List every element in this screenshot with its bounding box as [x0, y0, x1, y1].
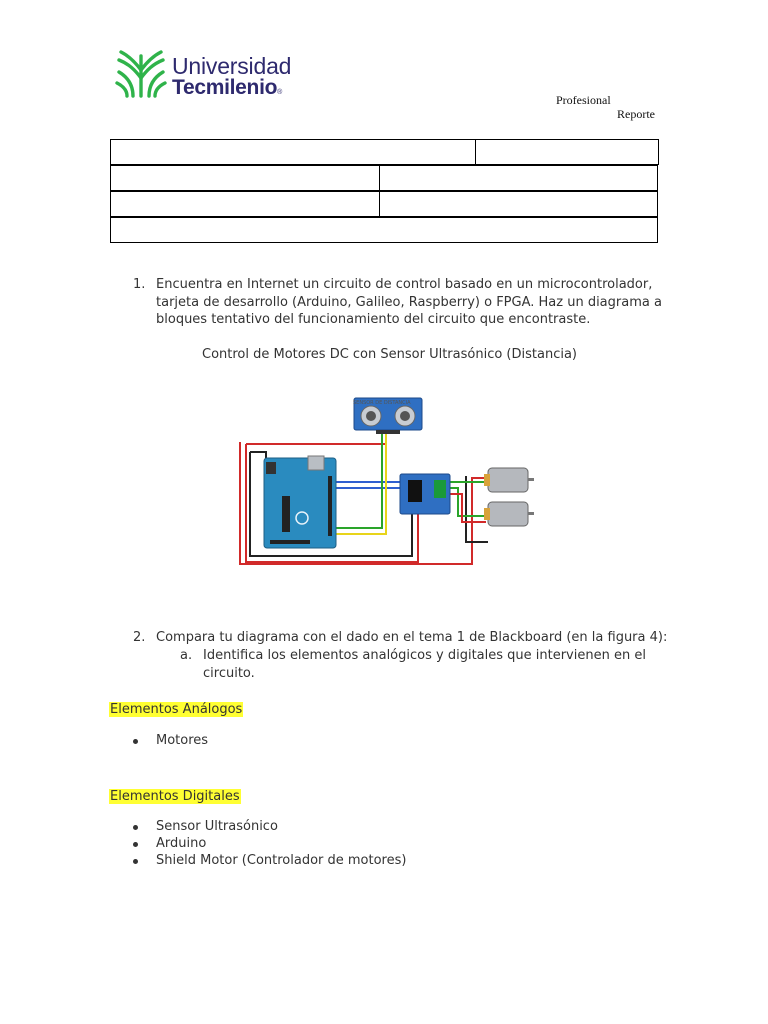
q1-number: 1. — [133, 277, 146, 292]
header-profesional: Profesional — [556, 93, 611, 107]
wire-red — [450, 494, 486, 522]
header-reporte: Reporte — [617, 107, 655, 121]
bullet-icon — [133, 739, 138, 744]
table-row — [111, 218, 658, 243]
q1-line: Encuentra en Internet un circuito de control basado en un microcontrolador, — [156, 277, 653, 292]
table-cell — [111, 218, 658, 243]
digital-heading: Elementos Digitales — [110, 789, 240, 804]
sensor-label: SENSOR DE DISTANCIA — [353, 400, 411, 406]
analog-heading: Elementos Análogos — [110, 702, 243, 717]
q1-text — [156, 276, 676, 329]
info-table-row3 — [110, 191, 658, 217]
figure-caption: Control de Motores DC con Sensor Ultrasónico (Distancia) — [202, 347, 577, 362]
info-table-row2 — [110, 165, 658, 191]
arduino-board — [264, 456, 336, 548]
q2-number: 2. — [133, 630, 146, 645]
table-row — [111, 166, 658, 191]
dc-motor — [484, 502, 534, 526]
q2a-line: Identifica los elementos analógicos y digitales que intervienen en el — [203, 648, 646, 663]
motor-driver — [400, 474, 450, 514]
digital-item: Arduino — [156, 836, 207, 851]
table-cell — [111, 192, 380, 217]
dc-motor — [484, 468, 534, 492]
digital-item: Shield Motor (Controlador de motores) — [156, 853, 407, 868]
info-table-row4 — [110, 217, 658, 243]
q2a-text — [203, 647, 663, 682]
q2-text: Compara tu diagrama con el dado en el tema 1 de Blackboard (en la figura 4): — [156, 630, 668, 645]
bullet-icon — [133, 825, 138, 830]
table-cell — [476, 140, 659, 165]
wire-green — [450, 488, 486, 516]
table-cell — [380, 166, 658, 191]
table-cell — [380, 192, 658, 217]
q1-line: tarjeta de desarrollo (Arduino, Galileo, Raspberry) o FPGA. Haz un diagrama a — [156, 294, 662, 310]
table-row — [111, 140, 659, 165]
logo-text-universidad: Universidad — [172, 53, 292, 79]
q2a-line: circuito. — [203, 665, 255, 681]
logo-text-tecmilenio: Tecmilenio® — [172, 76, 282, 99]
registered-mark: ® — [277, 89, 282, 96]
analog-item: Motores — [156, 733, 209, 748]
logo-mark-icon — [115, 48, 167, 98]
wire-red — [246, 430, 386, 444]
q1-line: bloques tentativo del funcionamiento del circuito que encontraste. — [156, 312, 591, 327]
table-cell — [111, 166, 380, 191]
info-table — [110, 139, 659, 165]
table-row — [111, 192, 658, 217]
circuit-diagram — [236, 392, 536, 568]
digital-item: Sensor Ultrasónico — [156, 819, 278, 834]
table-cell — [111, 140, 476, 165]
bullet-icon — [133, 842, 138, 847]
bullet-icon — [133, 859, 138, 864]
q2a-letter: a. — [180, 648, 193, 663]
